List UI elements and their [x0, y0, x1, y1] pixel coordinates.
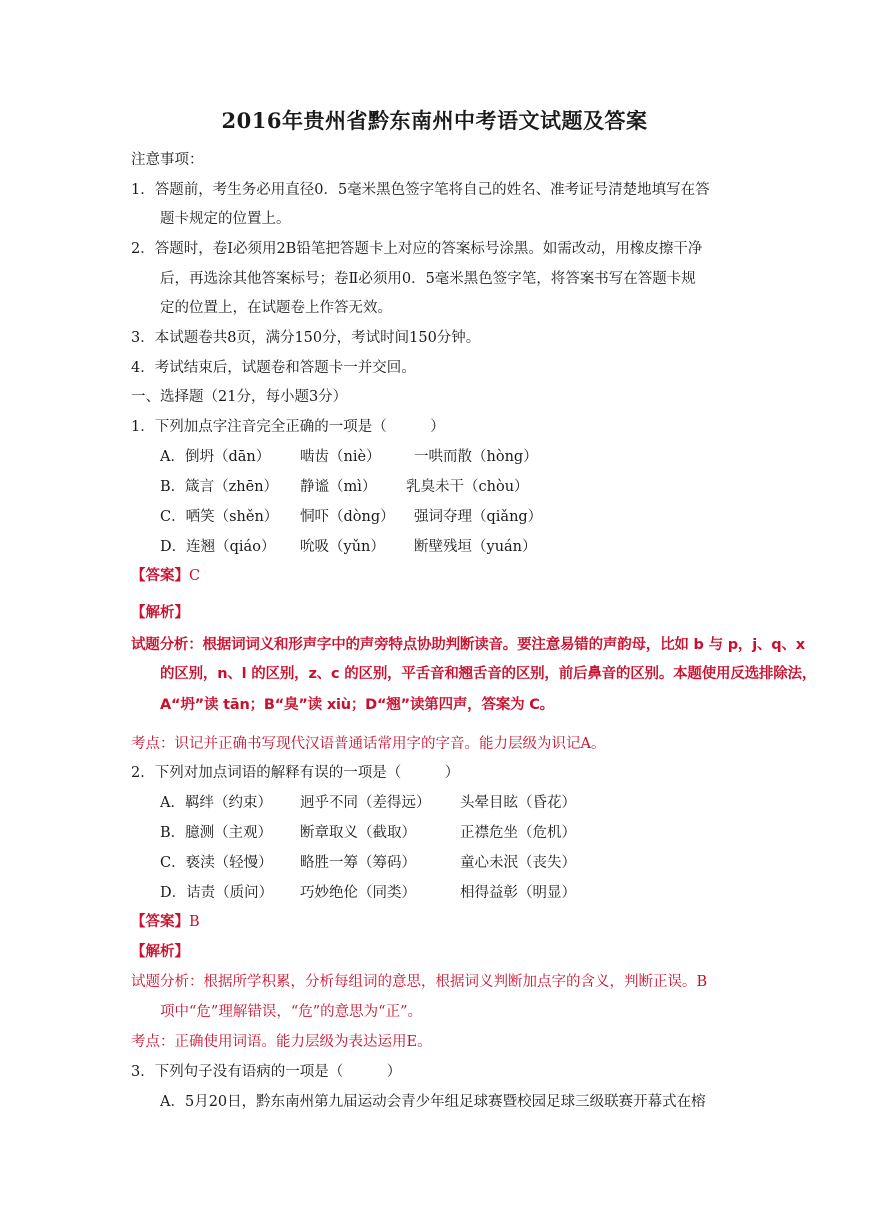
answer-label: 【答案】: [131, 913, 189, 930]
analysis-line: 试题分析：根据词词义和形声字中的声旁特点协助判断读音。要注意易错的声韵母，比如 b 与 p，j、q、x: [131, 637, 805, 653]
option-row: [160, 884, 576, 902]
option-cell: 巧妙绝伦（同类）: [300, 885, 416, 901]
option-cell: 头晕目眩（昏花）: [460, 795, 576, 811]
answer-value: C: [189, 568, 201, 584]
option-row: [160, 794, 576, 812]
option-cell: 断章取义（截取）: [300, 825, 416, 841]
option-cell: A．羁绊（约束）: [160, 795, 272, 811]
option-row: [160, 824, 576, 842]
analysis-label: 【解析】: [131, 604, 189, 621]
option-row: [160, 854, 576, 872]
question-stem: 1．下列加点字注音完全正确的一项是（ ）: [131, 419, 445, 435]
document-title: 2016年贵州省黔东南州中考语文试题及答案: [221, 108, 648, 133]
option-cell: C．哂笑（shěn）: [160, 509, 279, 525]
analysis-label: 【解析】: [131, 943, 189, 960]
option-cell: 乳臭未干（chòu）: [406, 479, 529, 495]
option-row: [160, 478, 529, 496]
option-cell: C．亵渎（轻慢）: [160, 855, 273, 871]
option-cell: 强词夺理（qiǎng）: [414, 509, 543, 525]
notice-line: 1．答题前，考生务必用直径0．5毫米黑色签字笔将自己的姓名、准考证号清楚地填写在答: [131, 182, 710, 198]
option-cell: B．臆测（主观）: [160, 825, 273, 841]
answer-value: B: [189, 914, 200, 930]
notice-line: 3．本试题卷共8页，满分150分，考试时间150分钟。: [131, 330, 481, 346]
knowledge-point: 考点：识记并正确书写现代汉语普通话常用字的字音。能力层级为识记A。: [131, 736, 606, 752]
option-row: [160, 538, 537, 556]
option-cell: 断壁残垣（yuán）: [414, 539, 537, 555]
option-cell: A．倒坍（dān）: [160, 449, 271, 465]
analysis-line: 试题分析：根据所学积累，分析每组词的意思，根据词义判断加点字的含义，判断正误。B: [131, 974, 708, 990]
section-heading: 一、选择题（21分，每小题3分）: [131, 389, 348, 405]
option-cell: 相得益彰（明显）: [460, 885, 576, 901]
notice-line: 题卡规定的位置上。: [160, 211, 291, 227]
analysis-line: 的区别，n、l 的区别，z、c 的区别，平舌音和翘舌音的区别，前后鼻音的区别。本题使用反选排除法，: [160, 666, 817, 682]
notice-heading: 注意事项：: [131, 152, 204, 168]
option-cell: D．连翘（qiáo）: [160, 539, 276, 555]
notice-line: 定的位置上，在试题卷上作答无效。: [160, 300, 392, 316]
option-row: [160, 448, 538, 466]
option-cell: D．诘责（质问）: [160, 885, 274, 901]
answer-line: [131, 567, 200, 585]
answer-label: 【答案】: [131, 567, 189, 584]
analysis-line: A“坍”读 tān；B“臭”读 xiù；D“翘”读第四声，答案为 C。: [160, 697, 554, 713]
question-stem: 2．下列对加点词语的解释有误的一项是（ ）: [131, 765, 460, 781]
option-cell: 恫吓（dòng）: [300, 509, 395, 525]
notice-line: 4．考试结束后，试题卷和答题卡一并交回。: [131, 360, 416, 376]
option-cell: 正襟危坐（危机）: [460, 825, 576, 841]
question-stem: 3．下列句子没有语病的一项是（ ）: [131, 1064, 402, 1080]
option-cell: 迥乎不同（差得远）: [300, 795, 431, 811]
option-cell: 童心未泯（丧失）: [460, 855, 576, 871]
knowledge-point: 考点：正确使用词语。能力层级为表达运用E。: [131, 1034, 432, 1050]
option-cell: B．箴言（zhēn）: [160, 479, 279, 495]
option-row: [160, 508, 542, 526]
option-cell: 一哄而散（hòng）: [414, 449, 538, 465]
answer-line: [131, 913, 200, 931]
option-cell: 略胜一筹（筹码）: [300, 855, 416, 871]
option-cell: 啮齿（niè）: [300, 449, 381, 465]
option-line: A．5月20日，黔东南州第九届运动会青少年组足球赛暨校园足球三级联赛开幕式在榕: [160, 1094, 706, 1110]
analysis-line: 项中“危”理解错误，“危”的意思为“正”。: [160, 1004, 422, 1020]
option-cell: 静谧（mì）: [300, 479, 377, 495]
notice-line: 后，再选涂其他答案标号；卷Ⅱ必须用0．5毫米黑色签字笔，将答案书写在答题卡规: [160, 271, 696, 287]
notice-line: 2．答题时，卷Ⅰ必须用2B铅笔把答题卡上对应的答案标号涂黑。如需改动，用橡皮擦干净: [131, 241, 703, 257]
option-cell: 吮吸（yǔn）: [300, 539, 385, 555]
